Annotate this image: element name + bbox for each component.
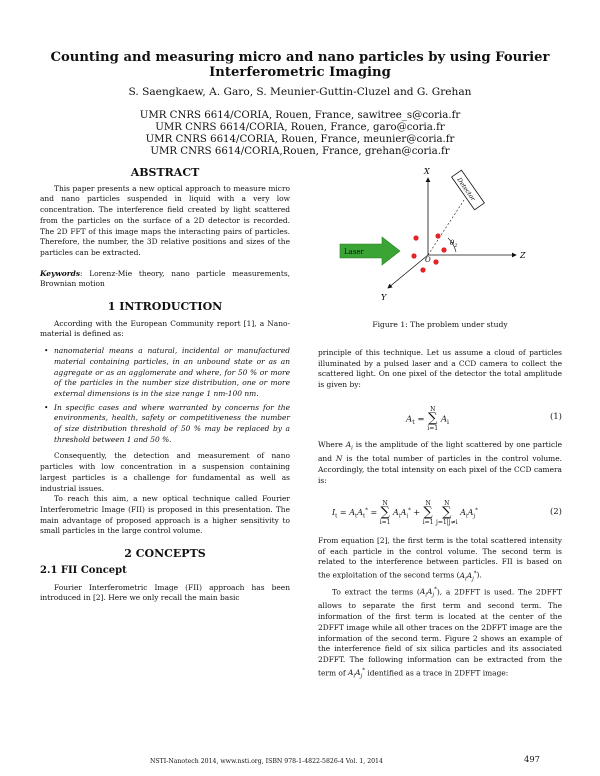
abstract-heading: ABSTRACT	[130, 166, 200, 179]
equation-2	[318, 494, 562, 530]
intro-paragraph-2: Consequently, the detection and measurement of nano particles with low concentration in a suspension containing largest particles is a challenge for fundamental as well as industrial issues.	[40, 451, 290, 493]
detector-label: Detector	[455, 176, 477, 203]
right-paragraph-4: To extract the terms $(A_iA_j^*)$, a 2DFFT is used. The 2DFFT allows to separate the first term and second term. The information of the first term is located at the center of the 2DFFT image while all other traces on the 2DFFT image are the information of the second term. Figure 2 shows an example of the interference field of six silica particles and its associated 2DFFT. The following information can be extracted from the term of $A_iA_j^*$ identified as a trace in 2DFFT image:	[318, 586, 562, 680]
intro-paragraph-3: To reach this aim, a new optical technique called Fourier Interferometric Image (FII) is proposed in this presentation. The main advantage of proposed approach is a higher sensitivity to small particles in the large control volume.	[40, 494, 290, 536]
keywords-text: : Lorenz-Mie theory, nano particle measurements, Brownian motion	[40, 268, 290, 289]
particle	[433, 259, 438, 264]
left-column	[40, 168, 290, 604]
equation-1-body: $A_t = N$ ∑ i=1 $A_i$	[406, 406, 449, 432]
paper-title: Counting and measuring micro and nano particles by using Fourier Interferometric Imaging	[50, 50, 550, 80]
affiliation-4: UMR CNRS 6614/CORIA,Rouen, France, grehan@coria.fr	[150, 146, 450, 158]
fii-concept-heading: 2.1 FII Concept	[40, 564, 127, 576]
intro-paragraph-1: According with the European Community report [1], a Nano-material is defined as:	[40, 318, 290, 339]
keywords-label: Keywords	[40, 268, 81, 278]
concepts-heading: 2 CONCEPTS	[124, 547, 206, 561]
affiliations	[40, 110, 560, 158]
authors: S. Saengkaew, A. Garo, S. Meunier-Guttin-Cluzel and G. Grehan	[128, 86, 472, 98]
affiliation-2: UMR CNRS 6614/CORIA, Rouen, France, garo@coria.fr	[155, 122, 445, 134]
right-column-mid	[318, 440, 562, 486]
definition-item-2: • In specific cases and where warranted by concerns for the environments, health, safety or competitiveness the number of size distribution threshold of 50 % may be replaced by a threshold between 1 and 50 %.	[54, 403, 290, 446]
origin-label: O	[425, 256, 431, 264]
page-footer: NSTI-Nanotech 2014, www.nsti.org, ISBN 978-1-4822-5826-4 Vol. 1, 2014	[150, 758, 383, 765]
particle	[435, 233, 440, 238]
laser-label: Laser	[344, 248, 364, 256]
particles	[411, 233, 446, 272]
y-axis-label: Y	[381, 293, 387, 302]
right-paragraph-2: Where $A_i$ is the amplitude of the light scattered by one particle and N is the total number of particles in the control volume. Accordingly, the total intensity on each pixel of the CCD camera is:	[318, 440, 562, 485]
particle	[411, 253, 416, 258]
definition-list	[40, 346, 290, 445]
right-paragraph-3: From equation [2], the first term is the total scattered intensity of each particle in the control volume. The second term is related to the interference between particles. FII is based on the exploitation of the second terms $(A_iA_j^*)$.	[318, 536, 562, 583]
right-column-bottom	[318, 536, 562, 682]
angle-label: $\theta_2$	[450, 239, 458, 249]
fii-paragraph-1: Fourier Interferometric Image (FII) approach has been introduced in [2]. Here we only recall the main basic	[40, 582, 290, 603]
z-axis-label: Z	[520, 251, 526, 260]
equation-1	[318, 400, 562, 434]
right-column-top	[318, 348, 562, 391]
equation-1-number: (1)	[549, 412, 562, 422]
particle	[420, 267, 425, 272]
particle	[413, 235, 418, 240]
introduction-heading: 1 INTRODUCTION	[107, 300, 223, 314]
equation-2-body: $I_t = A_tA_t^* = N$ ∑ i=1 $A_iA_i^* + N$ ∑ i=1 N ∑ j=1|j≠i $A_iA_j^*$	[332, 500, 478, 526]
figure-1-caption: Figure 1: The problem under study	[372, 320, 508, 329]
detector-group	[452, 170, 485, 210]
figure-1-diagram	[318, 160, 562, 308]
scatter-direction-line	[428, 200, 464, 255]
particle	[441, 247, 446, 252]
definition-item-1: • nanomaterial means a natural, incidental or manufactured material containing particles, in an unbound state or as an aggregate or as an agglomerate and where, for 50 % or more of the particles in the number size distribution, one or more external dimensions is in the size range 1 nm-100 nm.	[54, 346, 290, 400]
affiliation-3: UMR CNRS 6614/CORIA, Rouen, France, meunier@coria.fr	[145, 134, 455, 146]
affiliation-1: UMR CNRS 6614/CORIA, Rouen, France, sawitree_s@coria.fr	[139, 110, 461, 121]
abstract-text: This paper presents a new optical approach to measure micro and nano particles suspended in liquid with a very low concentration. The interference field created by light scattered from the particles on the surface of a 2D detector is recorded. The 2D FFT of this image maps the interacting pairs of particles. Therefore, the number, the 3D relative positions and sizes of the particles can be extracted.	[40, 183, 290, 257]
x-axis-label: X	[424, 167, 430, 176]
keywords	[40, 269, 290, 290]
right-paragraph-1: principle of this technique. Let us assume a cloud of particles illuminated by a pulsed laser and a CCD camera to collect the scattered light. On one pixel of the detector the total amplitude is given by:	[318, 348, 562, 390]
equation-2-number: (2)	[549, 507, 562, 517]
page-number: 497	[524, 754, 540, 764]
